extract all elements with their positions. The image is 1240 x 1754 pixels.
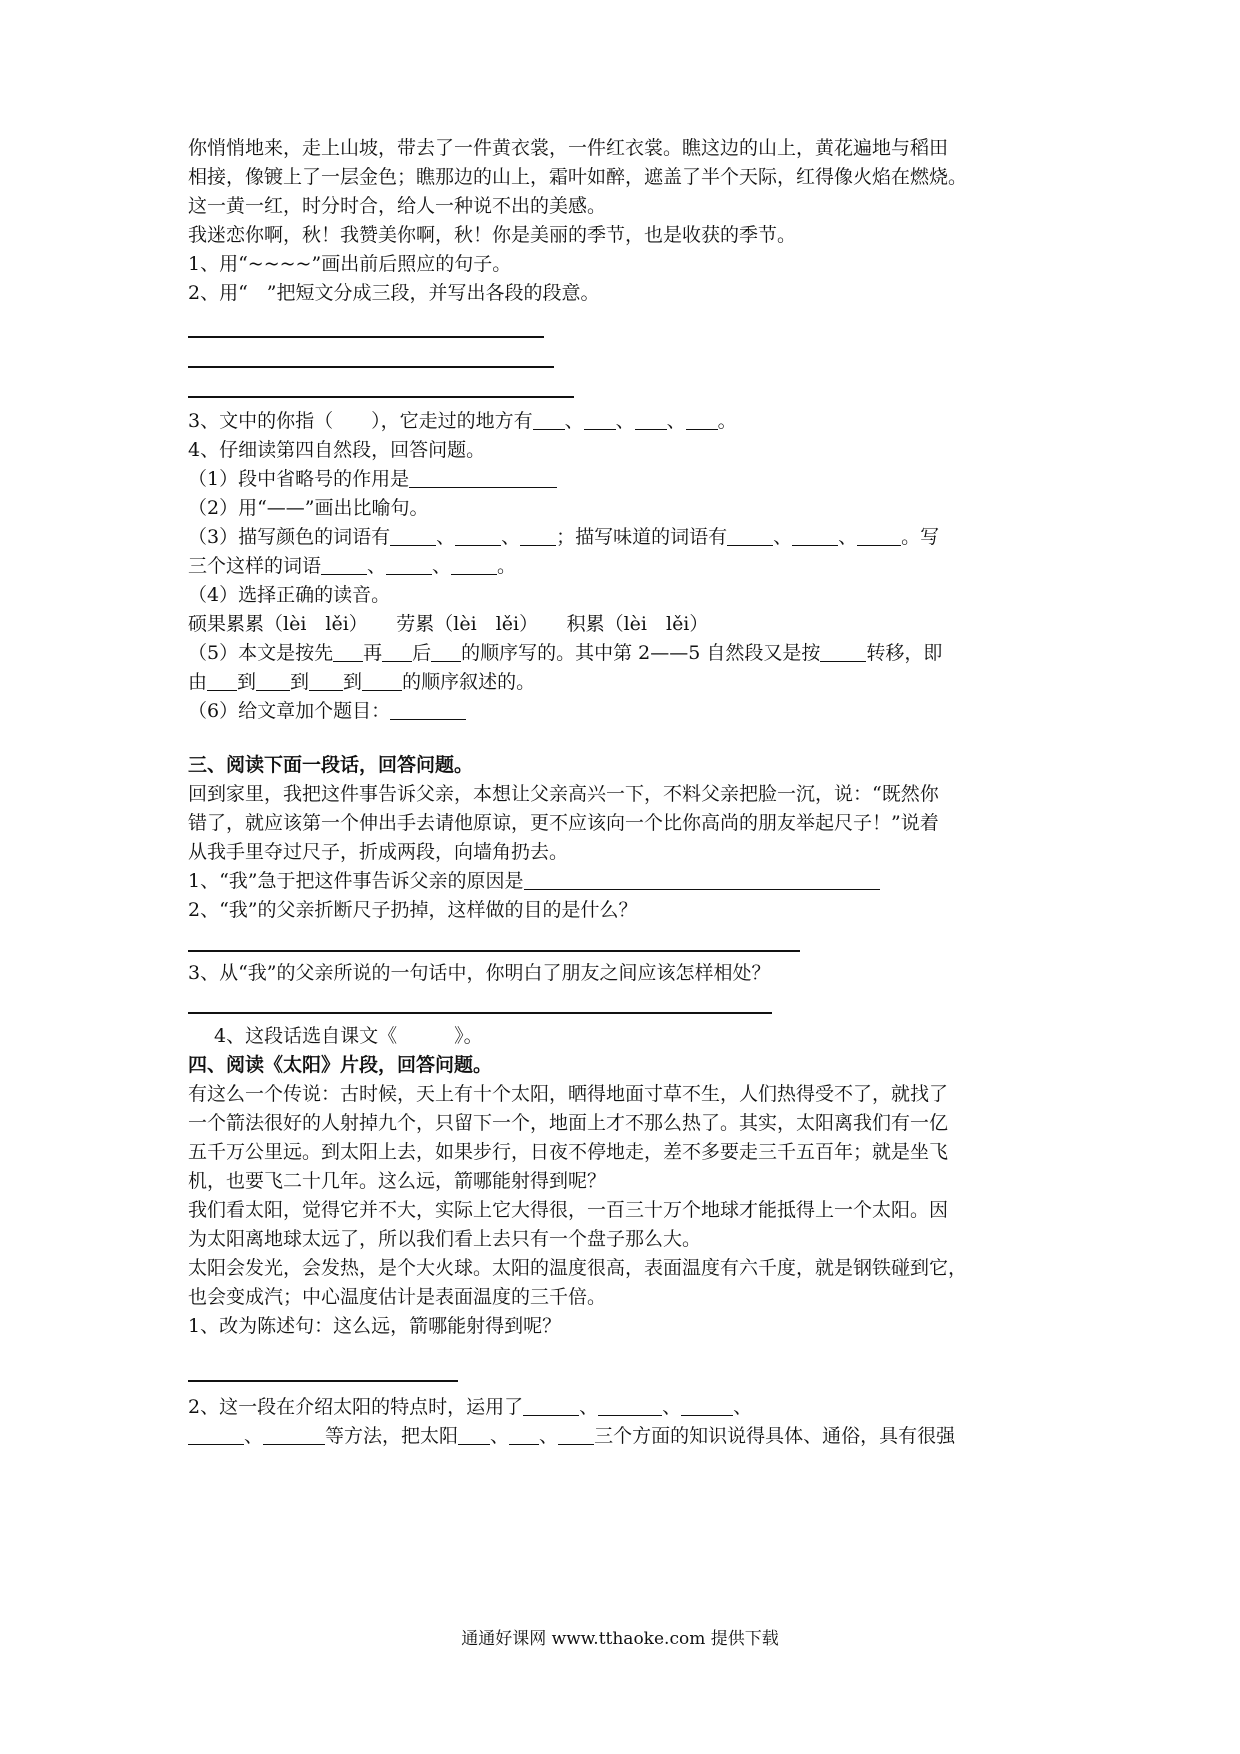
blank[interactable] xyxy=(256,670,290,691)
passage-line: 你悄悄地来，走上山坡，带去了一件黄衣裳，一件红衣裳。瞧这边的山上，黄花遍地与稻田 xyxy=(188,137,949,159)
question-4-q1: 1、改为陈述句：这么远，箭哪能射得到呢？ xyxy=(188,1315,562,1337)
blank[interactable] xyxy=(309,670,343,691)
question-3-1: 1、“我”急于把这件事告诉父亲的原因是 xyxy=(188,866,880,896)
blank[interactable] xyxy=(390,699,466,720)
question-3-4: 4、这段话选自课文《 》。 xyxy=(214,1025,483,1047)
passage-line: 错了，就应该第一个伸出手去请他原谅，更不应该向一个比你高尚的朋友举起尺子！”说着 xyxy=(188,812,939,834)
passage-line: 有这么一个传说：古时候，天上有十个太阳，晒得地面寸草不生，人们热得受不了，就找了 xyxy=(188,1083,949,1105)
blank[interactable] xyxy=(455,525,501,546)
blank[interactable] xyxy=(686,409,718,430)
passage-line: 这一黄一红，时分时合，给人一种说不出的美感。 xyxy=(188,195,607,217)
blank[interactable] xyxy=(333,641,363,662)
blank[interactable] xyxy=(792,525,838,546)
question-4: 4、仔细读第四自然段，回答问题。 xyxy=(188,439,486,461)
blank[interactable] xyxy=(558,1424,594,1445)
blank[interactable] xyxy=(524,869,880,890)
blank[interactable] xyxy=(857,525,901,546)
question-4-5-cont: 由 到 到 到 的顺序叙述的。 xyxy=(188,671,536,693)
question-4-5: （5）本文是按先 再 后 的顺序写的。其中第 2——5 自然段又是按 转移，即 xyxy=(188,642,943,664)
answer-line xyxy=(188,396,574,398)
blank[interactable] xyxy=(681,1395,733,1416)
question-3-2: 2、“我”的父亲折断尺子扔掉，这样做的目的是什么？ xyxy=(188,899,638,921)
blank[interactable] xyxy=(409,467,557,488)
blank[interactable] xyxy=(263,1424,325,1445)
question-4-2: （2）用“——”画出比喻句。 xyxy=(188,497,429,519)
question-4-6: （6）给文章加个题目： xyxy=(188,696,466,726)
question-4-q2-cont: 、 等方法，把太阳 、 、 三个方面的知识说得具体、通俗，具有很强 xyxy=(188,1421,955,1451)
passage-line: 从我手里夺过尺子，折成两段，向墙角扔去。 xyxy=(188,841,569,863)
passage-line: 我迷恋你啊，秋！我赞美你啊，秋！你是美丽的季节，也是收获的季节。 xyxy=(188,224,797,246)
question-3-3: 3、从“我”的父亲所说的一句话中，你明白了朋友之间应该怎样相处？ xyxy=(188,962,771,984)
question-1: 1、用“~~~~”画出前后照应的句子。 xyxy=(188,253,512,275)
section-3-title: 三、阅读下面一段话，回答问题。 xyxy=(188,754,474,776)
question-4-1: （1）段中省略号的作用是 xyxy=(188,464,557,494)
question-4-3: （3）描写颜色的词语有 、 、 ；描写味道的词语有 、 、 。写 xyxy=(188,526,940,548)
pronunciation-options: 硕果累累（lèi lěi） 劳累（lèi lěi） 积累（lèi lěi） xyxy=(188,613,709,635)
blank[interactable] xyxy=(362,670,402,691)
blank[interactable] xyxy=(431,641,461,662)
question-2: 2、用“ ”把短文分成三段，并写出各段的段意。 xyxy=(188,282,600,304)
passage-line: 为太阳离地球太远了，所以我们看上去只有一个盘子那么大。 xyxy=(188,1228,702,1250)
blank[interactable] xyxy=(533,409,565,430)
blank[interactable] xyxy=(390,525,436,546)
blank[interactable] xyxy=(523,1395,579,1416)
answer-line xyxy=(188,336,544,338)
blank[interactable] xyxy=(584,409,616,430)
answer-line xyxy=(188,366,554,368)
passage-line: 也会变成汽；中心温度估计是表面温度的三千倍。 xyxy=(188,1286,607,1308)
question-4-q2: 2、这一段在介绍太阳的特点时，运用了 、 、 、 xyxy=(188,1396,753,1418)
section-4-title: 四、阅读《太阳》片段，回答问题。 xyxy=(188,1054,493,1076)
question-3: 3、文中的你指（ ），它走过的地方有 、 、 、 。 xyxy=(188,410,737,432)
passage-line: 太阳会发光，会发热，是个大火球。太阳的温度很高，表面温度有六千度，就是钢铁碰到它， xyxy=(188,1257,968,1279)
blank[interactable] xyxy=(321,554,367,575)
answer-line xyxy=(188,950,800,952)
passage-line: 机，也要飞二十几年。这么远，箭哪能射得到呢？ xyxy=(188,1170,607,1192)
passage-line: 相接，像镀上了一层金色；瞧那边的山上，霜叶如醉，遮盖了半个天际，红得像火焰在燃烧。 xyxy=(188,166,968,188)
passage-line: 一个箭法很好的人射掉九个，只留下一个，地面上才不那么热了。其实，太阳离我们有一亿 xyxy=(188,1112,949,1134)
answer-line xyxy=(188,1012,772,1014)
blank[interactable] xyxy=(598,1395,662,1416)
blank[interactable] xyxy=(382,641,412,662)
blank[interactable] xyxy=(188,1424,244,1445)
page-footer: 通通好课网 www.tthaoke.com 提供下载 xyxy=(461,1629,779,1649)
blank[interactable] xyxy=(207,670,237,691)
blank[interactable] xyxy=(727,525,773,546)
blank[interactable] xyxy=(451,554,497,575)
question-4-4: （4）选择正确的读音。 xyxy=(188,584,391,606)
blank[interactable] xyxy=(520,525,556,546)
question-4-3-cont: 三个这样的词语 、 、 。 xyxy=(188,555,517,577)
blank[interactable] xyxy=(458,1424,490,1445)
passage-line: 我们看太阳，觉得它并不大，实际上它大得很，一百三十万个地球才能抵得上一个太阳。因 xyxy=(188,1199,949,1221)
blank[interactable] xyxy=(820,641,866,662)
passage-line: 回到家里，我把这件事告诉父亲，本想让父亲高兴一下，不料父亲把脸一沉，说：“既然你 xyxy=(188,783,939,805)
blank[interactable] xyxy=(386,554,432,575)
passage-line: 五千万公里远。到太阳上去，如果步行，日夜不停地走，差不多要走三千五百年；就是坐飞 xyxy=(188,1141,949,1163)
answer-line xyxy=(188,1380,458,1382)
blank[interactable] xyxy=(509,1424,539,1445)
blank[interactable] xyxy=(635,409,667,430)
